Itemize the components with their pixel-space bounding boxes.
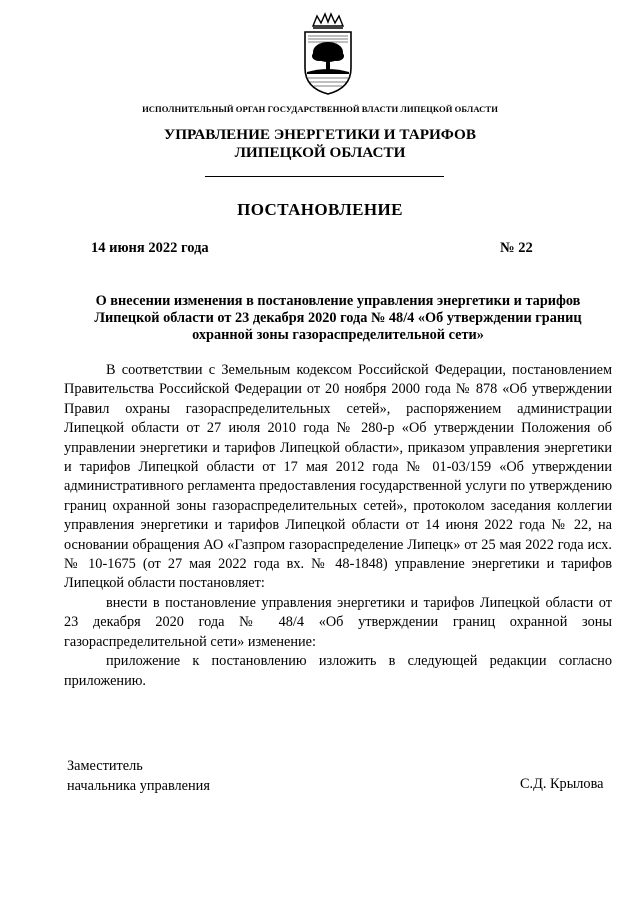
signatory-position-line2: начальника управления [67, 778, 210, 794]
title-divider [205, 176, 444, 177]
document-date: 14 июня 2022 года [91, 240, 209, 256]
issuing-authority: ИСПОЛНИТЕЛЬНЫЙ ОРГАН ГОСУДАРСТВЕННОЙ ВЛАСТИ ЛИПЕЦКОЙ ОБЛАСТИ [142, 104, 498, 114]
signatory-name: С.Д. Крылова [520, 776, 604, 792]
coat-of-arms-icon [299, 12, 357, 96]
document-type: ПОСТАНОВЛЕНИЕ [237, 200, 403, 219]
organization-title-line1: УПРАВЛЕНИЕ ЭНЕРГЕТИКИ И ТАРИФОВ [164, 126, 476, 143]
document-number: № 22 [500, 240, 533, 256]
signatory-position [67, 756, 210, 796]
signatory-position-line1: Заместитель [67, 758, 143, 774]
organization-title-line2: ЛИПЕЦКОЙ ОБЛАСТИ [234, 144, 406, 161]
organization-title [0, 126, 640, 162]
document-body [64, 361, 612, 691]
body-paragraph-2: внести в постановление управления энергетики и тарифов Липецкой области от 23 декабря 2020 года № 48/4 «Об утверждении границ охранной зоны газораспределительной сети» изменение: [64, 594, 612, 650]
body-paragraph-1: В соответствии с Земельным кодексом Российской Федерации, постановлением Правительства Российской Федерации от 20 ноября 2000 года № 878 «Об утверждении Правил охраны газораспределительных сетей», распоряжением администрации Липецкой области от 27 июля 2010 года № 280-р «Об утверждении Положения об управлении энергетики и тарифов Липецкой области», приказом управления энергетики и тарифов Липецкой области от 17 мая 2012 года № 01-03/159 «Об утверждении административного регламента предоставления государственной услуги по утверждению границ охранной зоны газораспределительных сетей», протоколом заседания коллегии управления энергетики и тарифов Липецкой области от 14 июня 2022 года № 22, на основании обращения АО «Газпром газораспределение Липецк» от 25 мая 2022 года исх. № 10-1675 (от 27 мая 2022 года вх. № 48-1848) управление энергетики и тарифов Липецкой области постановляет: [64, 362, 612, 592]
body-paragraph-3: приложение к постановлению изложить в следующей редакции согласно приложению. [64, 653, 612, 689]
document-subject: О внесении изменения в постановление управления энергетики и тарифов Липецкой области от 23 декабря 2020 года № 48/4 «Об утверждении границ охранной зоны газораспределительной сети» [94, 293, 582, 343]
